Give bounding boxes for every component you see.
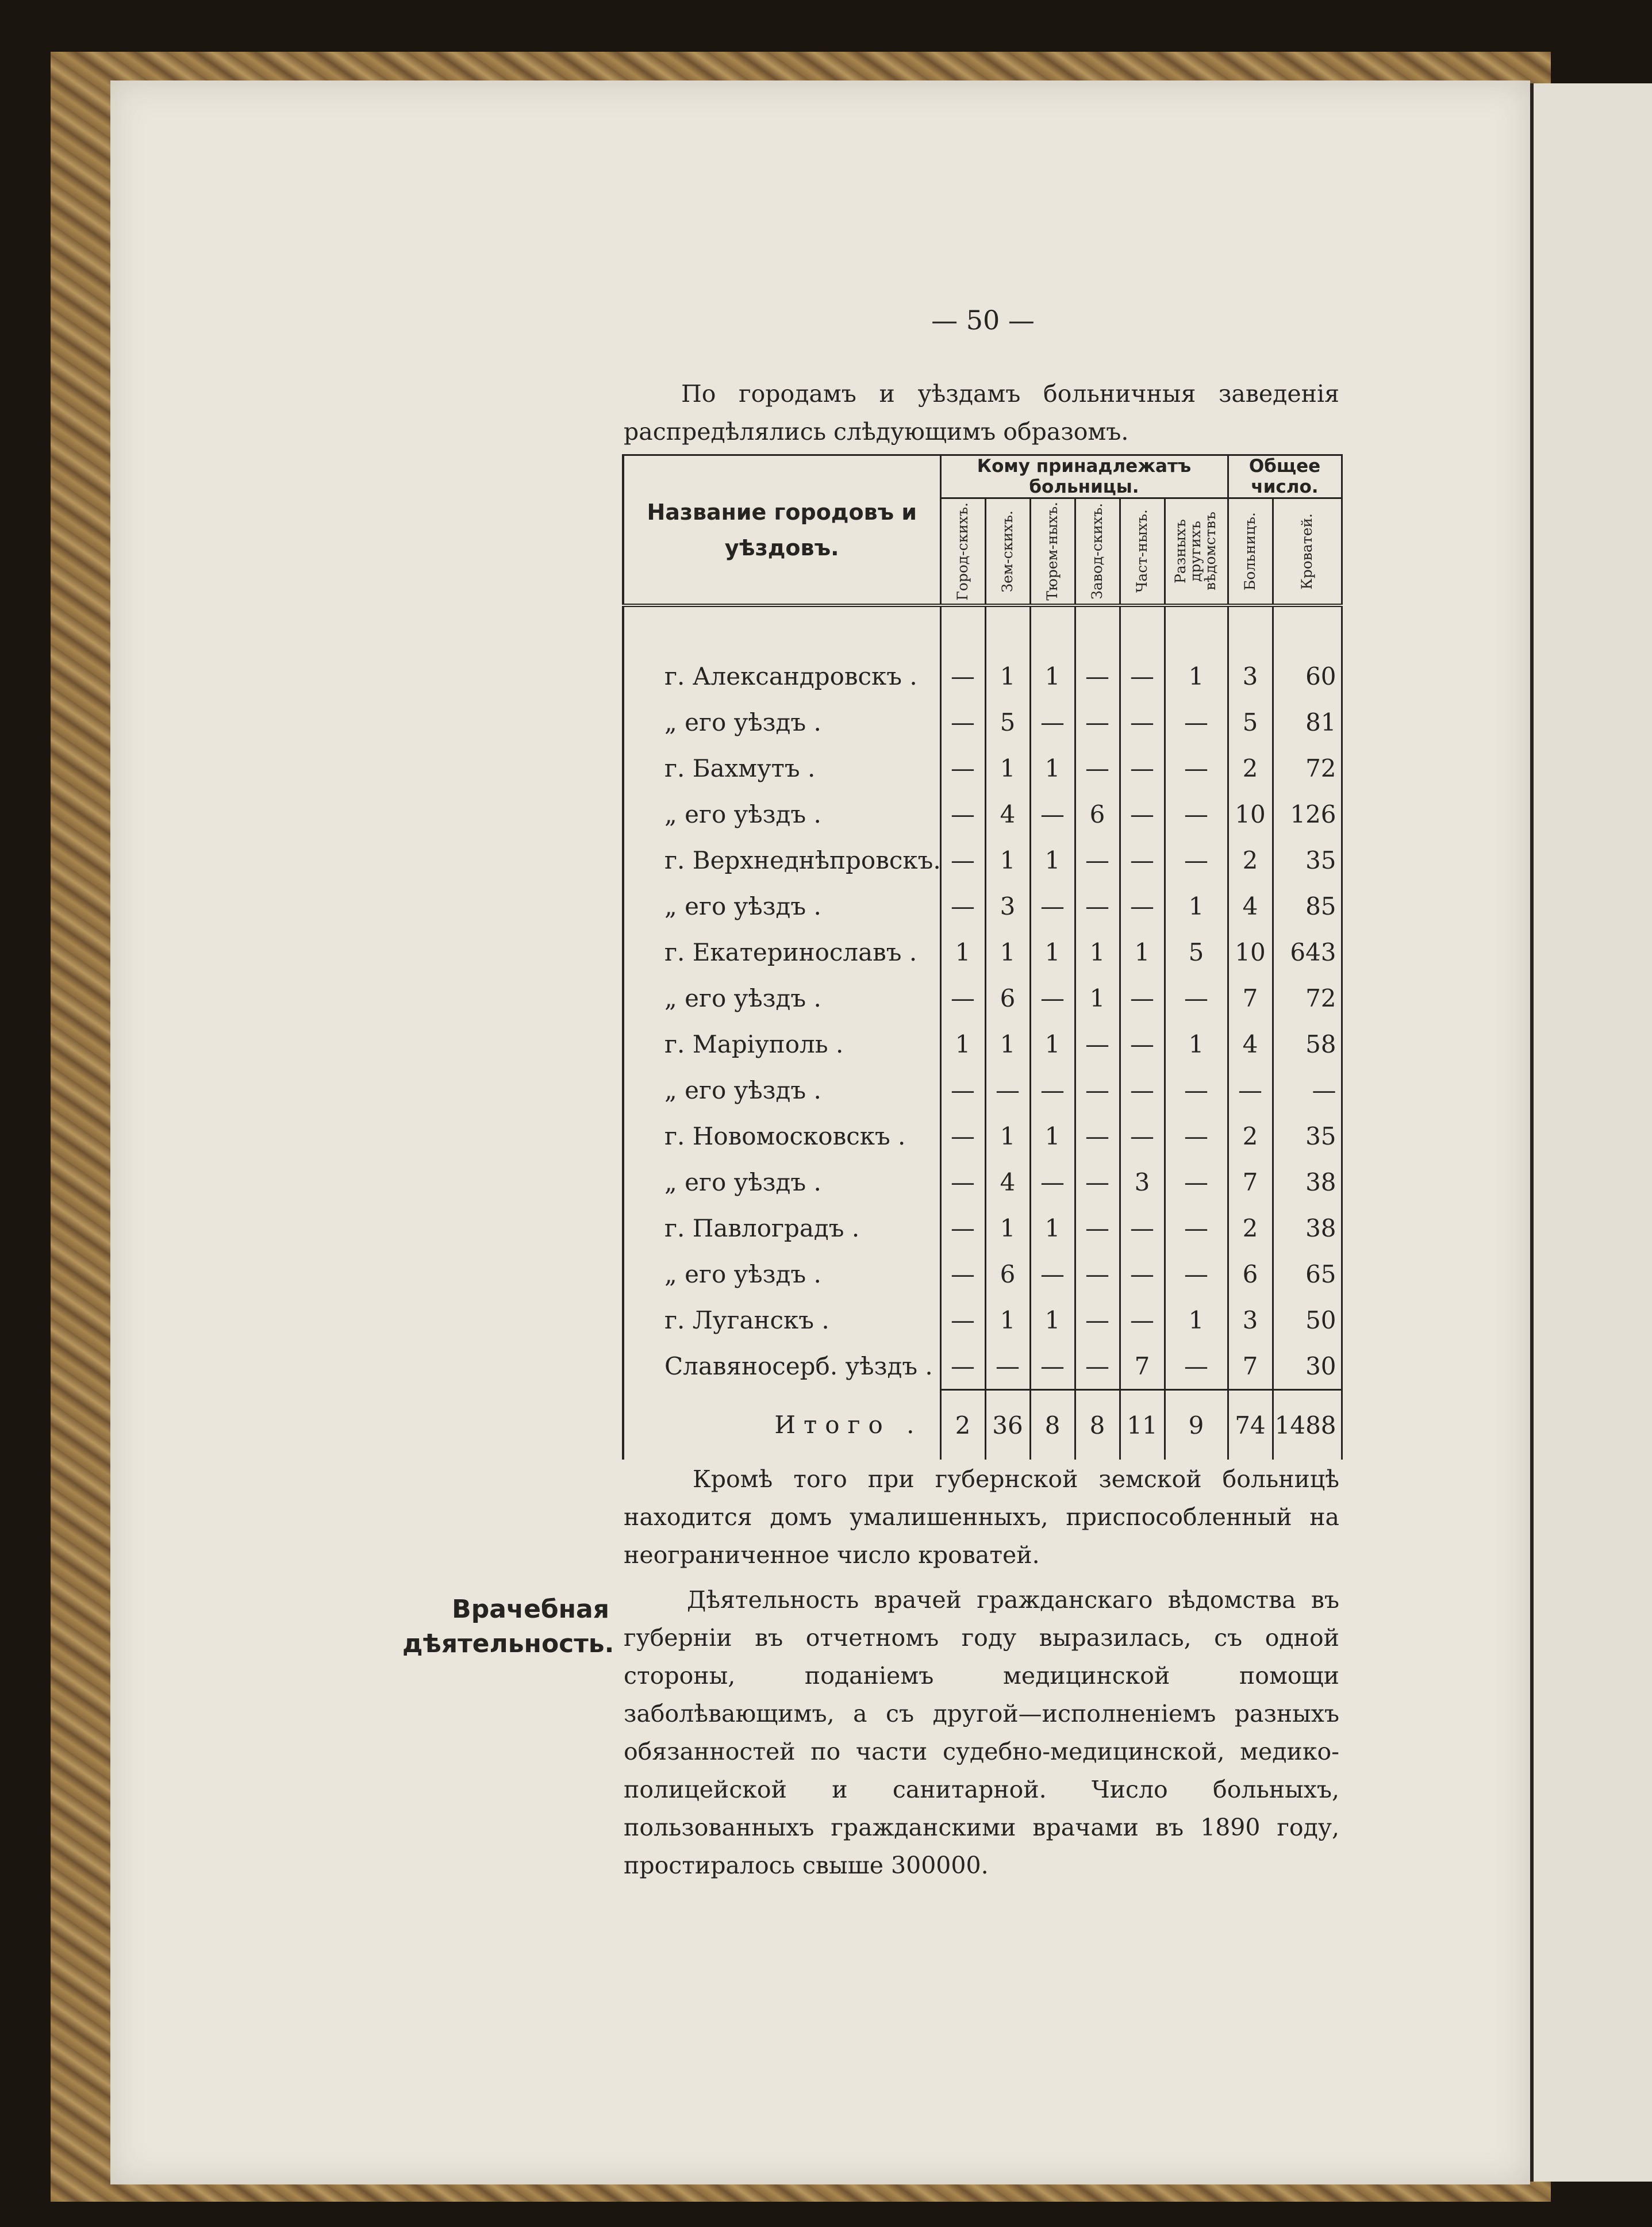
table-cell: — [1120, 653, 1165, 699]
table-cell: — [1165, 1343, 1228, 1390]
table-cell: — [1165, 699, 1228, 745]
column-header: Завод-скихъ. [1075, 498, 1120, 606]
table-row [623, 791, 1342, 837]
table-cell: 5 [985, 699, 1030, 745]
table-cell: — [1075, 883, 1120, 929]
note-paragraph: Кромѣ того при губернской земской больницѣ находится домъ умалишенныхъ, приспособленный на неограниченное число кроватей. [624, 1465, 1339, 1569]
table-cell: — [940, 883, 985, 929]
row-name: Славяносерб. уѣздъ . [623, 1343, 940, 1390]
table-cell: 10 [1228, 929, 1273, 975]
row-name: г. Александровскъ . [623, 653, 940, 699]
table-cell: 1 [1075, 929, 1120, 975]
table-cell: 4 [1228, 1021, 1273, 1067]
table-cell: 85 [1273, 883, 1342, 929]
table-cell: — [940, 1343, 985, 1390]
table-cell: 7 [1120, 1343, 1165, 1390]
table-cell: — [1075, 1205, 1120, 1251]
table-cell: 1 [940, 929, 985, 975]
table-cell: 50 [1273, 1297, 1342, 1343]
table-cell: — [1165, 1159, 1228, 1205]
table-cell: — [1075, 699, 1120, 745]
table-cell: — [1120, 1297, 1165, 1343]
table-cell: — [1120, 1067, 1165, 1113]
row-name: г. Екатеринославъ . [623, 929, 940, 975]
table-cell: 81 [1273, 699, 1342, 745]
table-cell: 1 [1165, 653, 1228, 699]
table-cell: — [1120, 1251, 1165, 1297]
owner-group-header: Кому принадлежатъ больницы. [940, 455, 1228, 498]
table-cell: — [1165, 1205, 1228, 1251]
table-cell: 2 [1228, 1205, 1273, 1251]
table-cell: 60 [1273, 653, 1342, 699]
page-number: — 50 — [931, 305, 1035, 336]
table-cell: — [1120, 883, 1165, 929]
row-name: „ его уѣздъ . [623, 1159, 940, 1205]
table-cell: — [1165, 837, 1228, 883]
table-cell: — [940, 1297, 985, 1343]
table-cell: 8 [1075, 1390, 1120, 1460]
table-cell: 5 [1165, 929, 1228, 975]
row-name: „ его уѣздъ . [623, 1251, 940, 1297]
table-cell: — [940, 837, 985, 883]
table-cell: 1 [985, 1113, 1030, 1159]
table-cell: — [1165, 745, 1228, 791]
table-cell: 38 [1273, 1205, 1342, 1251]
table-cell: — [1120, 975, 1165, 1021]
row-name: „ его уѣздъ . [623, 699, 940, 745]
table-cell: — [1030, 883, 1075, 929]
table-cell: — [1075, 1251, 1120, 1297]
row-name: г. Павлоградъ . [623, 1205, 940, 1251]
table-cell: 2 [1228, 1113, 1273, 1159]
table-cell: 6 [1228, 1251, 1273, 1297]
table-cell: 10 [1228, 791, 1273, 837]
table-row [623, 883, 1342, 929]
table-cell: 2 [940, 1390, 985, 1460]
table-cell: — [1030, 791, 1075, 837]
table-cell: 1 [985, 745, 1030, 791]
table-cell: — [1165, 791, 1228, 837]
table-cell: 3 [985, 883, 1030, 929]
table-cell: 65 [1273, 1251, 1342, 1297]
table-cell: 72 [1273, 745, 1342, 791]
table-cell: — [1030, 1251, 1075, 1297]
table-cell: — [1075, 837, 1120, 883]
row-name: г. Лугансκъ . [623, 1297, 940, 1343]
table-cell: — [1273, 1067, 1342, 1113]
row-name: Итого . [623, 1390, 940, 1460]
table-total-row [623, 1390, 1342, 1460]
table-cell: — [940, 1067, 985, 1113]
table-cell: 3 [1228, 653, 1273, 699]
table-cell: — [1030, 975, 1075, 1021]
table-row [623, 1251, 1342, 1297]
table-cell: 11 [1120, 1390, 1165, 1460]
table-cell: 2 [1228, 745, 1273, 791]
table-row [623, 1297, 1342, 1343]
table-cell: — [940, 791, 985, 837]
table-cell: 2 [1228, 837, 1273, 883]
table-cell: 126 [1273, 791, 1342, 837]
table-cell: 1 [1075, 975, 1120, 1021]
table-cell: 1 [1030, 653, 1075, 699]
table-cell: — [940, 653, 985, 699]
row-name: „ его уѣздъ . [623, 791, 940, 837]
table-cell: 7 [1228, 975, 1273, 1021]
total-group-header: Общее число. [1228, 455, 1342, 498]
table-cell: — [1165, 975, 1228, 1021]
table-cell: 35 [1273, 837, 1342, 883]
row-name: г. Новомосковскъ . [623, 1113, 940, 1159]
table-cell: — [1120, 1205, 1165, 1251]
table-cell: — [940, 745, 985, 791]
table-cell: — [1030, 699, 1075, 745]
table-cell: 7 [1228, 1159, 1273, 1205]
column-header: Город-скихъ. [940, 498, 985, 606]
table-row [623, 837, 1342, 883]
table-row [623, 975, 1342, 1021]
table-cell: 58 [1273, 1021, 1342, 1067]
table-cell: — [1165, 1251, 1228, 1297]
table-cell: 1 [1030, 929, 1075, 975]
table-cell: 74 [1228, 1390, 1273, 1460]
table-cell: 1 [985, 1205, 1030, 1251]
table-cell: — [1075, 1067, 1120, 1113]
table-cell: — [1228, 1067, 1273, 1113]
table-cell: — [940, 975, 985, 1021]
table-cell: 1 [1030, 1205, 1075, 1251]
table-cell: — [985, 1067, 1030, 1113]
table-cell: 8 [1030, 1390, 1075, 1460]
table-row [623, 1021, 1342, 1067]
table-cell: — [940, 1205, 985, 1251]
table-cell: 1 [1165, 1021, 1228, 1067]
row-name: г. Бахмутъ . [623, 745, 940, 791]
column-header: Зем-скихъ. [985, 498, 1030, 606]
table-cell: 1 [985, 929, 1030, 975]
table-cell: — [1075, 745, 1120, 791]
table-cell: — [1120, 791, 1165, 837]
table-row [623, 1067, 1342, 1113]
table-row [623, 1113, 1342, 1159]
table-cell: 1 [1165, 883, 1228, 929]
table-cell: — [1120, 699, 1165, 745]
column-header: Част-ныхъ. [1120, 498, 1165, 606]
table-cell: 7 [1228, 1343, 1273, 1390]
table-row [623, 699, 1342, 745]
column-header: Больницъ. [1228, 498, 1273, 606]
table-cell: 9 [1165, 1390, 1228, 1460]
table-cell: 1 [1030, 745, 1075, 791]
table-row [623, 929, 1342, 975]
table-cell: 1 [1030, 1021, 1075, 1067]
table-row [623, 1205, 1342, 1251]
hospital-table [622, 454, 1343, 1460]
table-cell: 1 [1165, 1297, 1228, 1343]
table-cell: — [1030, 1067, 1075, 1113]
column-header: Тюрем-ныхъ. [1030, 498, 1075, 606]
activity-paragraph: Дѣятельность врачей гражданскаго вѣдомства въ губерніи въ отчетномъ году выразилась, съ одной стороны, поданіемъ медицинской помощи заболѣвающимъ, а съ другой—исполненіемъ разныхъ обязанностей по части судебно-медицинской, медико-полицейской и санитарной. Число больныхъ, пользованныхъ гражданскими врачами въ 1890 году, простиралось свыше 300000. [624, 1586, 1339, 1879]
table-cell: — [940, 1159, 985, 1205]
table-cell: — [985, 1343, 1030, 1390]
row-name: „ его уѣздъ . [623, 1067, 940, 1113]
row-name: „ его уѣздъ . [623, 883, 940, 929]
table-cell: 1488 [1273, 1390, 1342, 1460]
table-cell: 6 [985, 1251, 1030, 1297]
table-row [623, 745, 1342, 791]
table-cell: — [1075, 1021, 1120, 1067]
table-cell: 36 [985, 1390, 1030, 1460]
table-cell: — [1030, 1343, 1075, 1390]
table-cell: 72 [1273, 975, 1342, 1021]
table-cell: 1 [940, 1021, 985, 1067]
table-cell: 30 [1273, 1343, 1342, 1390]
table-cell: — [940, 1113, 985, 1159]
table-cell: 1 [985, 1021, 1030, 1067]
table-cell: 5 [1228, 699, 1273, 745]
table-cell: — [1075, 1113, 1120, 1159]
table-cell: 1 [985, 837, 1030, 883]
table-cell: — [940, 699, 985, 745]
table-cell: — [1030, 1159, 1075, 1205]
table-cell: 38 [1273, 1159, 1342, 1205]
row-name: г. Верхнеднѣпровскъ. [623, 837, 940, 883]
table-cell: 1 [1120, 929, 1165, 975]
row-name: „ его уѣздъ . [623, 975, 940, 1021]
table-cell: 35 [1273, 1113, 1342, 1159]
table-cell: — [1075, 1297, 1120, 1343]
table-cell: 1 [1030, 1297, 1075, 1343]
table-cell: — [1120, 745, 1165, 791]
table-row [623, 1343, 1342, 1390]
table-cell: 6 [1075, 791, 1120, 837]
table-cell: 4 [1228, 883, 1273, 929]
table-cell: 643 [1273, 929, 1342, 975]
table-cell: 4 [985, 791, 1030, 837]
table-cell: — [1120, 1113, 1165, 1159]
table-cell: — [1075, 1159, 1120, 1205]
margin-heading: Врачебная дѣятельность. [402, 1595, 614, 1658]
facing-page-edge [1530, 83, 1652, 2182]
table-cell: — [1075, 1343, 1120, 1390]
table-cell: — [1165, 1113, 1228, 1159]
table-cell: 3 [1228, 1297, 1273, 1343]
table-cell: 1 [1030, 1113, 1075, 1159]
table-cell: 1 [985, 1297, 1030, 1343]
table-cell: — [1120, 1021, 1165, 1067]
table-cell: — [1165, 1067, 1228, 1113]
table-cell: 6 [985, 975, 1030, 1021]
row-name: г. Маріуполь . [623, 1021, 940, 1067]
intro-paragraph: По городамъ и уѣздамъ больничныя заведенія распредѣлялись слѣдующимъ образомъ. [624, 380, 1339, 446]
table-row [623, 1159, 1342, 1205]
table-cell: — [1120, 837, 1165, 883]
table-cell: 4 [985, 1159, 1030, 1205]
name-column-header: Название городовъ и уѣздовъ. [623, 455, 940, 606]
table-cell: 1 [985, 653, 1030, 699]
table-cell: 1 [1030, 837, 1075, 883]
table-cell: — [1075, 653, 1120, 699]
table-row [623, 653, 1342, 699]
column-header: Кроватей. [1273, 498, 1342, 606]
column-header: Разныхъ другихъ вѣдомствъ [1165, 498, 1228, 606]
table-cell: 3 [1120, 1159, 1165, 1205]
table-cell: — [940, 1251, 985, 1297]
